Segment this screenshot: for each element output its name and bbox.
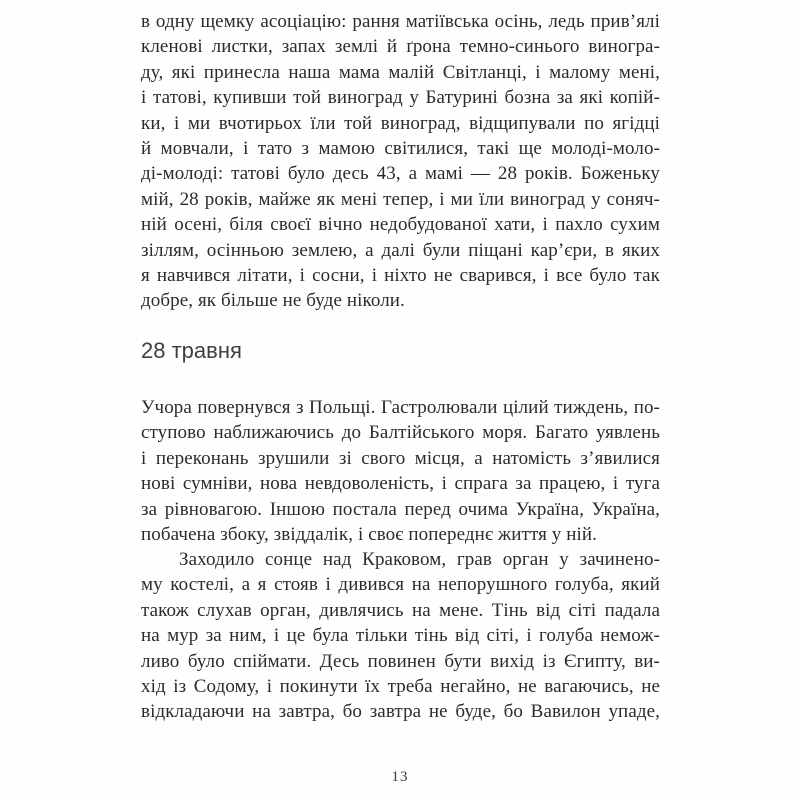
paragraph-3: [141, 547, 660, 725]
text-line: за рівновагою. Іншою постала перед очима Україна, Україна,: [141, 498, 660, 520]
text-line: і татові, купивши той виноград у Батурині бозна за які копій-: [141, 87, 660, 109]
text-line: кленові листки, запах землі й ґрона темно-синього виногра-: [141, 36, 660, 58]
text-line: в одну щемку асоціацію: рання матіївська осінь, ледь прив’ялі: [141, 11, 660, 32]
text-line: й мовчали, і тато з мамою світилися, такі ще молоді-моло-: [141, 137, 660, 159]
page-number: 13: [391, 769, 409, 785]
text-line: ді-молоді: татові було десь 43, а мамі — 28 років. Боженьку: [141, 163, 660, 185]
text-line: я навчився літати, і сосни, і ніхто не сварився, і все було так: [141, 264, 660, 286]
text-line: побачена збоку, звіддалік, і своє попереднє життя у ній.: [141, 523, 598, 545]
text-line: зіллям, осінньою землею, а далі були піщані кар’єри, в яких: [141, 239, 660, 261]
text-line: Заходило сонце над Краковом, грав орган у зачинено-: [179, 549, 660, 570]
text-line: хід із Содому, і покинути їх треба негайно, не вагаючись, не: [141, 675, 660, 697]
text-line: на мур за ним, і це була тільки тінь від сіті, і голуба немож-: [141, 625, 660, 647]
text-line: і переконань зрушили зі свого місця, а натомість з’явилися: [141, 447, 660, 469]
text-line: Учора повернувся з Польщі. Гастролювали цілий тиждень, по-: [141, 397, 660, 418]
paragraph-1: [141, 9, 660, 314]
text-line: також слухав орган, дивлячись на мене. Тінь від сіті падала: [141, 599, 660, 621]
text-line: ступово наближаючись до Балтійського моря. Багато уявлень: [141, 422, 660, 444]
text-line: ки, і ми вчотирьох їли той виноград, відщипували по ягідці: [141, 112, 660, 134]
text-line: нові сумніви, нова невдоволеність, і спрага за працею, і туга: [141, 473, 660, 495]
paragraph-2: [141, 395, 660, 547]
text-line: мій, 28 років, майже як мені тепер, і ми їли виноград у соняч-: [141, 188, 660, 210]
section-heading: 28 травня: [141, 338, 242, 363]
text-line: добре, як більше не буде ніколи.: [141, 290, 405, 312]
text-line: ній осені, біля своєї вічно недобудованої хати, і пахло сухим: [141, 214, 660, 236]
text-line: му костелі, а я стояв і дивився на непорушного голуба, який: [141, 574, 660, 596]
text-line: ду, які принесла наша мама малій Світланці, і малому мені,: [141, 61, 660, 83]
text-line: ливо було спіймати. Десь повинен бути вихід із Єгипту, ви-: [141, 650, 660, 672]
text-line: відкладаючи на завтра, бо завтра не буде, бо Вавилон упаде,: [141, 701, 660, 723]
